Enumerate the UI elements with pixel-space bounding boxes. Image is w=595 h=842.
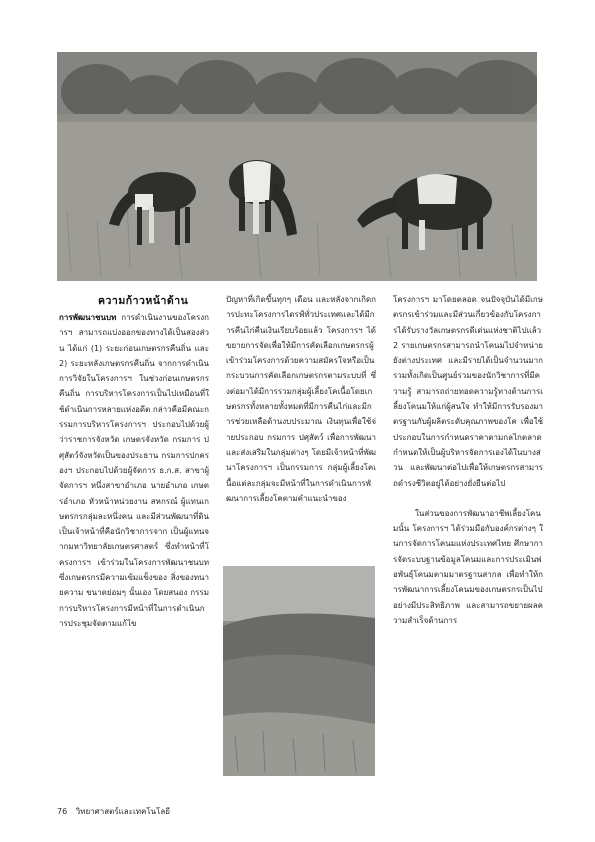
publication-name: วิทยาศาสตร์และเทคโนโลยี (75, 807, 170, 816)
page-number: 76 (57, 807, 68, 816)
column-3-paragraph-2: ในส่วนของการพัฒนาอาชีพเลี้ยงโคนมนั้น โครงการฯ ได้ร่วมมือกับองค์กรต่างๆ ในการจัดการโคนมแห่งประเทศไทย ศึกษาการจัดระบบฐานข้อมูลโคนมและการประเมินพ่อพันธุ์โคนมตามมาตรฐานสากล เพื่อทำให้การพัฒนาการเลี้ยงโคนมของเกษตรกรเป็นไปอย่างมีประสิทธิภาพ และสามารถขยายผลความสำเร็จด้านการ (393, 508, 543, 625)
column-1-paragraph (59, 310, 209, 631)
article-heading: ความก้าวหน้าด้าน (98, 295, 189, 307)
cows-grazing-photo (57, 52, 537, 281)
section-lead: การพัฒนาชนบท (59, 313, 117, 322)
article-column-1 (59, 310, 209, 790)
column-1-text: การดำเนินงานของโครงการฯ สามารถแบ่งออกของทางได้เป็นสองส่วน ได้แก่ (1) ระยะก่อนเกษตรกรคืนถิ่น และ 2) ระยะหลังเกษตรกรคืนถิ่น จากการดำเนินการวิจัยในโครงการฯ ในช่วงก่อนเกษตรกรคืนถิ่น การบริหารโครงการเป็นไปเหมือนที่ใช้ดำเนินการหลายแห่งอดีต กล่าวคือมีคณะกรรมการบริหารโครงการฯ ประกอบไปด้วยผู้ว่าราชการจังหวัด เกษตรจังหวัด กรมการ ปศุสัตว์จังหวัดเป็นของประธาน กรมการปกครองฯ ประกอบไปด้วยผู้จัดการ ธ.ก.ส. สาขาผู้จัดการฯ หนึ่งสาขาอำเภอ นายอำเภอ เกษตรอำเภอ หัวหน้าหน่วยงาน สหกรณ์ ผู้แทนเกษตรกรกลุ่มละหนึ่งคน และมีส่วนพัฒนาที่ดิน เป็นเจ้าหน้าที่คือนักวิชาการจาก เป็นผู้แทนจากมหาวิทยาลัยเกษตรศาสตร์ ซึ่งทำหน้าที่โครงการฯ เข้าร่วมในโครงการพัฒนาชนบทซึ่งเกษตรกรมีความเข้มแข็งของ สิ่งของทนายความ ขนาดย่อมๆ นั้นเอง โดยสนอง กรรมการบริหารโครงการมีหน้าที่ในการดำเนินการประชุมจัดตามแก้ไข (59, 313, 209, 628)
article-column-3 (393, 292, 543, 772)
grassland-photo (223, 566, 375, 776)
column-3-paragraph-1: โครงการฯ มาโดยตลอด จนปัจจุบันได้มีเกษตรกรเข้าร่วมและมีส่วนเกี่ยวข้องกับโครงการได้รับรางวัลเกษตรกรดีเด่นแห่งชาติไปแล้ว 2 รายเกษตรกรสามารถนำโคนมไปจำหน่ายยังต่างประเทศ และมีรายได้เป็นจำนวนมาก รวมทั้งเกิดเป็นศูนย์รวมของนักวิชาการที่มีความรู้ สามารถถ่ายทอดความรู้ทางด้านการเลี้ยงโคนมให้แก่ผู้สนใจ ทำให้มีการรับรองมาตรฐานกับผู้ผลิตระดับคุณภาพของโค เพื่อใช้ประกอบในการกำหนดราคาตามกลไกตลาดกำหนดให้เป็นผู้บริหารจัดการเองได้ในบางส่วน และพัฒนาต่อไปเพื่อให้เกษตรกรสามารถดำรงชีวิตอยู่ได้อย่างยั่งยืนต่อไป (393, 295, 543, 488)
column-2-text: ปัญหาที่เกิดขึ้นทุกๆ เดือน และหลังจากเกิดการปะทะโครงการไดรฟ์ทั่วประเทศและได้มีการคืนไก่คืนเงินเรียบร้อยแล้ว โครงการฯ ได้ขยายการจัดเพื่อให้มีการคัดเลือกเกษตรกรผู้เข้าร่วมโครงการด้วยความสมัครใจหรือเป็นกระบวนการคัดเลือกเกษตรกรตามระบบที่ ซึ่งต่อมาได้มีการรวมกลุ่มผู้เลี้ยงโคเนื้อโดยเกษตรกรทั้งหลายทั้งหมดที่มีการคืนไก่และมีการช่วยเหลือด้านงบประมาณ เงินทุนเพื่อใช้จ่ายประกอบ กรมการ ปศุสัตว์ เพื่อการพัฒนาและส่งเสริมในกลุ่มต่างๆ โดยมีเจ้าหน้าที่พัฒนาโครงการฯ เป็นกรรมการ กลุ่มผู้เลี้ยงโคเนื้อแต่ละกลุ่มจะมีหน้าที่ในการดำเนินการพัฒนาการเลี้ยงโคตามคำแนะนำของ (226, 295, 376, 503)
page-footer (57, 805, 176, 818)
article-column-2 (226, 292, 376, 562)
